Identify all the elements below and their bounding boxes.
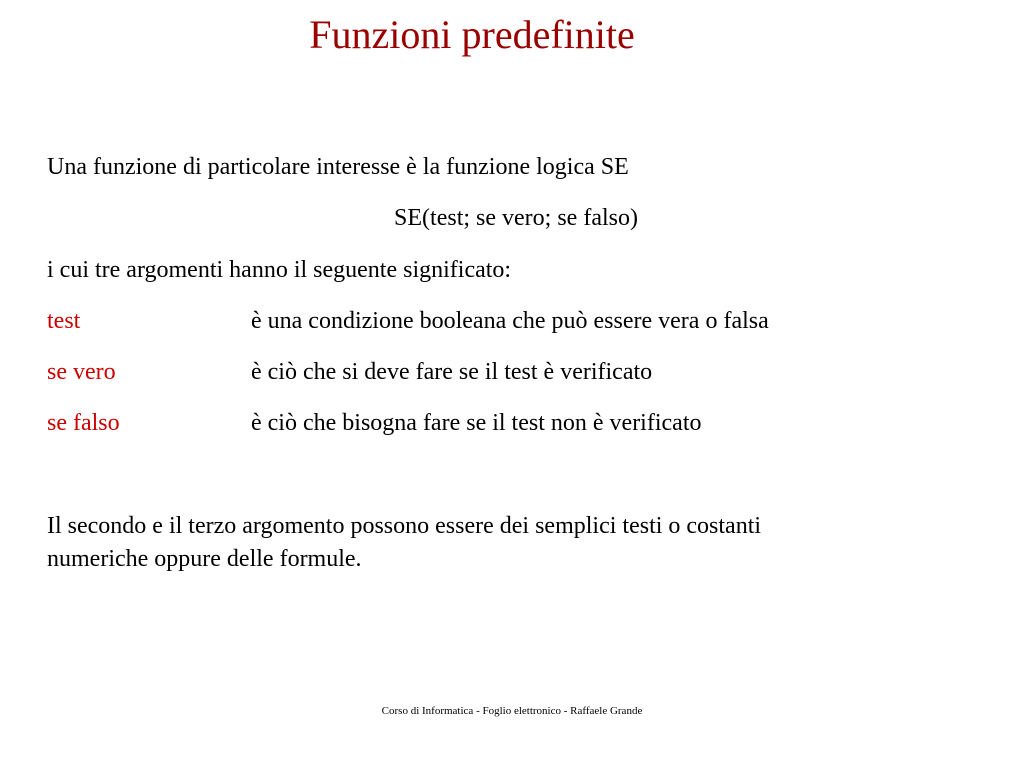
closing-text-line-2: numeriche oppure delle formule.: [47, 546, 362, 572]
slide-footer: Corso di Informatica - Foglio elettronico - Raffaele Grande: [381, 705, 643, 717]
argument-term-se-falso: se falso: [47, 410, 120, 436]
argument-term-se-vero: se vero: [47, 359, 116, 385]
slide-title: Funzioni predefinite: [309, 12, 635, 57]
closing-text-line-1: Il secondo e il terzo argomento possono essere dei semplici testi o costanti: [47, 513, 762, 539]
argument-description-se-falso: è ciò che bisogna fare se il test non è verificato: [251, 410, 702, 436]
argument-description-test: è una condizione booleana che può essere vera o falsa: [251, 308, 769, 334]
intro-text: Una funzione di particolare interesse è la funzione logica SE: [47, 154, 629, 180]
function-syntax: SE(test; se vero; se falso): [394, 205, 638, 231]
argument-description-se-vero: è ciò che si deve fare se il test è verificato: [251, 359, 653, 385]
argument-term-test: test: [47, 308, 81, 334]
arguments-intro: i cui tre argomenti hanno il seguente significato:: [47, 257, 512, 283]
